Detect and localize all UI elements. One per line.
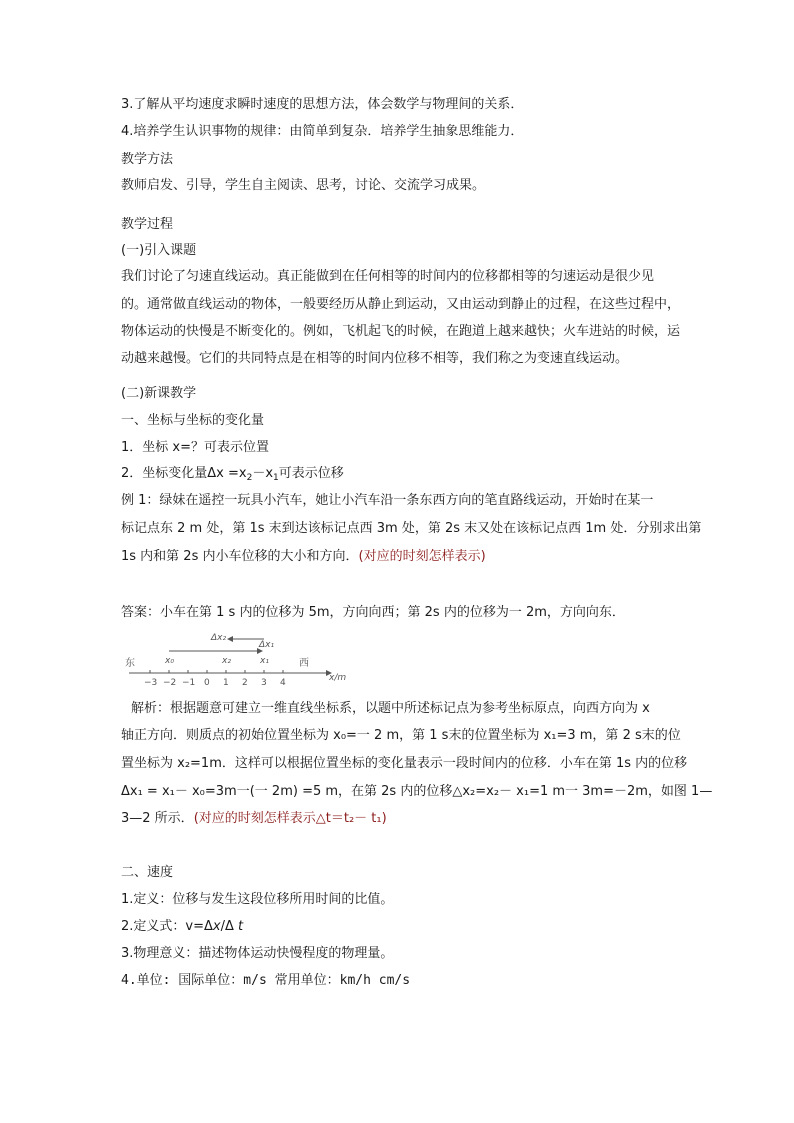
analysis-note: (对应的时刻怎样表示△t＝t₂－ t₁) xyxy=(193,811,387,826)
answer-line: 答案：小车在第 1 s 内的位移为 5m，方向向西；第 2s 内的位移为一 2m，方向向东． xyxy=(121,605,625,620)
tick-label: 0 xyxy=(204,678,210,688)
tick-label: −3 xyxy=(144,678,158,688)
analysis-line-3: 置坐标为 x₂=1m．这样可以根据位置坐标的变化量表示一段时间内的位移．小车在第 1s 内的位移 xyxy=(121,756,688,771)
delta-x2-label: Δx₂ xyxy=(211,633,227,643)
methods-text: 教师启发、引导，学生自主阅读、思考，讨论、交流学习成果。 xyxy=(121,178,486,193)
point-x0: x₀ xyxy=(165,656,174,666)
example-line-1: 例 1：绿妹在遥控一玩具小汽车，她让小汽车沿一条东西方向的笔直路线运动，开始时在某一 xyxy=(121,493,654,508)
tick-label: 4 xyxy=(280,678,286,688)
example-note: (对应的时刻怎样表示) xyxy=(358,549,486,564)
point-x2: x₂ xyxy=(222,656,231,666)
coordinate-figure xyxy=(121,630,351,690)
intro-line-3: 物体运动的快慢是不断变化的。例如，飞机起飞的时候，在跑道上越来越快；火车进站的时候，运 xyxy=(121,324,681,339)
analysis-line-5: 3—2 所示．(对应的时刻怎样表示△t＝t₂－ t₁) xyxy=(121,811,387,826)
tick-label: −1 xyxy=(182,678,196,688)
tick-label: 3 xyxy=(261,678,267,688)
intro-line-4: 动越来越慢。它们的共同特点是在相等的时间内位移不相等，我们称之为变速直线运动。 xyxy=(121,351,629,366)
west-label: 西 xyxy=(299,658,309,669)
example-line-3: 1s 内和第 2s 内小车位移的大小和方向．(对应的时刻怎样表示) xyxy=(121,549,486,564)
tick-label: −2 xyxy=(163,678,177,688)
section2-item3: 3.物理意义：描述物体运动快慢程度的物理量。 xyxy=(121,946,394,961)
point-x1: x₁ xyxy=(260,656,269,666)
intro-line-2: 的。通常做直线运动的物体，一般要经历从静止到运动，又由运动到静止的过程，在这些过程中， xyxy=(121,297,681,312)
section1-item2: 2．坐标变化量$\Delta x =x_2-x_1$可表示位移 xyxy=(121,466,344,483)
section2-item2: 2.定义式：v=Δx/Δ t xyxy=(121,919,244,934)
new-lesson-heading: (二)新课教学 xyxy=(121,386,197,401)
axis-label: x/m xyxy=(329,673,347,683)
analysis-line-4: Δx₁ = x₁－ x₀=3m一(一 2m) =5 m，在第 2s 内的位移△x₂=x₂－ x₁=1 m一 3m=－2m，如图 1— xyxy=(121,784,713,799)
objective-4: 4.培养学生认识事物的规律：由简单到复杂．培养学生抽象思维能力． xyxy=(121,124,524,139)
section2-item1: 1.定义：位移与发生这段位移所用时间的比值。 xyxy=(121,892,394,907)
analysis-line-2: 轴正方向．则质点的初始位置坐标为 x₀=一 2 m，第 1 s末的位置坐标为 x₁=3 m，第 2 s末的位 xyxy=(121,728,681,743)
section1-item1: 1．坐标 x=？可表示位置 xyxy=(121,440,269,455)
section2-item4: 4.单位: 国际单位：m/s 常用单位：km/h cm/s xyxy=(121,973,411,988)
east-label: 东 xyxy=(125,658,135,669)
tick-label: 2 xyxy=(242,678,248,688)
delta-x1-label: Δx₁ xyxy=(259,640,275,650)
intro-heading: (一)引入课题 xyxy=(121,243,197,258)
section1-heading: 一、坐标与坐标的变化量 xyxy=(121,413,265,428)
intro-line-1: 我们讨论了匀速直线运动。真正能做到在任何相等的时间内的位移都相等的匀速运动是很少见 xyxy=(121,269,655,284)
tick-label: 1 xyxy=(223,678,229,688)
example-line-2: 标记点东 2 m 处，第 1s 末到达该标记点西 3m 处，第 2s 末又处在该标记点西 1m 处．分别求出第 xyxy=(121,521,702,536)
process-heading: 教学过程 xyxy=(121,217,174,232)
methods-heading: 教学方法 xyxy=(121,152,174,167)
section2-heading: 二、速度 xyxy=(121,865,174,880)
objective-3: 3.了解从平均速度求瞬时速度的思想方法，体会数学与物理间的关系． xyxy=(121,97,524,112)
analysis-line-1: 解析：根据题意可建立一维直线坐标系，以题中所述标记点为参考坐标原点，向西方向为 x xyxy=(131,701,650,716)
